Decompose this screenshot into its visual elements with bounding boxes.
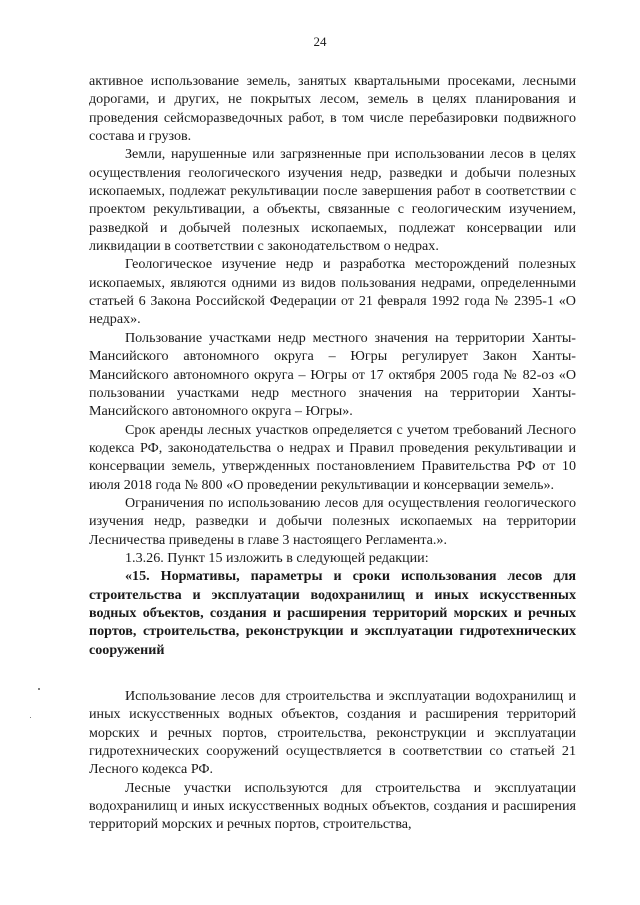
paragraph-forest-use: Использование лесов для строительства и эксплуатации водохранилищ и иных искусственных водных объектов, создания и расширения территорий морских и речных портов, строительства, реконструкции и эксплуатации гидротехнических сооружений осуществляется в соответствии со статьей 21 Лесного кодекса РФ. xyxy=(89,688,576,778)
section-heading: «15. Нормативы, параметры и сроки использования лесов для строительства и эксплуатации водохранилищ и иных искусственных водных объектов, создания и расширения территорий морских и речных портов, строительства, реконструкции и эксплуатации гидротехнических сооружений xyxy=(89,568,576,658)
paragraph-land-reclamation: Земли, нарушенные или загрязненные при использовании лесов в целях осуществления геологического изучения недр, разведки и добычи полезных ископаемых, подлежат рекультивации после завершения работ в соответствии с проектом рекультивации, а объекты, связанные с геологическим изучением, разведкой и добычей полезных ископаемых, подлежат консервации или ликвидации в соответствии с законодательством о недрах. xyxy=(89,146,576,255)
paragraph-restrictions: Ограничения по использованию лесов для осуществления геологического изучения недр, разведки и добычи полезных ископаемых на территории Лесничества приведены в главе 3 настоящего Регламента.». xyxy=(89,494,576,548)
paragraph-amendment-item: 1.3.26. Пункт 15 изложить в следующей редакции: xyxy=(125,549,429,566)
paragraph-lease-term: Срок аренды лесных участков определяется с учетом требований Лесного кодекса РФ, законодательства о недрах и Правил проведения рекультивации и консервации земель, утвержденных постановлением Правительства РФ от 10 июля 2018 года № 800 «О проведении рекультивации и консервации земель». xyxy=(89,421,576,493)
page-number: 24 xyxy=(313,34,327,49)
document-body xyxy=(89,72,576,834)
scan-speck xyxy=(38,688,40,690)
paragraph-continuation: активное использование земель, занятых квартальными просеками, лесными дорогами, и других, не покрытых лесом, земель в целях планирования и проведения сейсморазведочных работ, в том числе перебазировки подвижного состава и грузов. xyxy=(89,73,576,145)
paragraph-geological-study: Геологическое изучение недр и разработка месторождений полезных ископаемых, являются одними из видов пользования недрами, определенными статьей 6 Закона Российской Федерации от 21 февраля 1992 года № 2395-1 «О недрах». xyxy=(89,256,576,328)
scan-speck xyxy=(30,717,31,718)
paragraph-local-subsoil: Пользование участками недр местного значения на территории Ханты-Мансийского автономного округа – Югры регулирует Закон Ханты-Мансийского автономного округа – Югры от 17 октября 2005 года № 82-оз «О пользовании участками недр местного значения на территории Ханты-Мансийского автономного округа – Югры». xyxy=(89,329,576,420)
paragraph-forest-plots: Лесные участки используются для строительства и эксплуатации водохранилищ и иных искусственных водных объектов, создания и расширения территорий морских и речных портов, строительства, xyxy=(89,779,576,833)
